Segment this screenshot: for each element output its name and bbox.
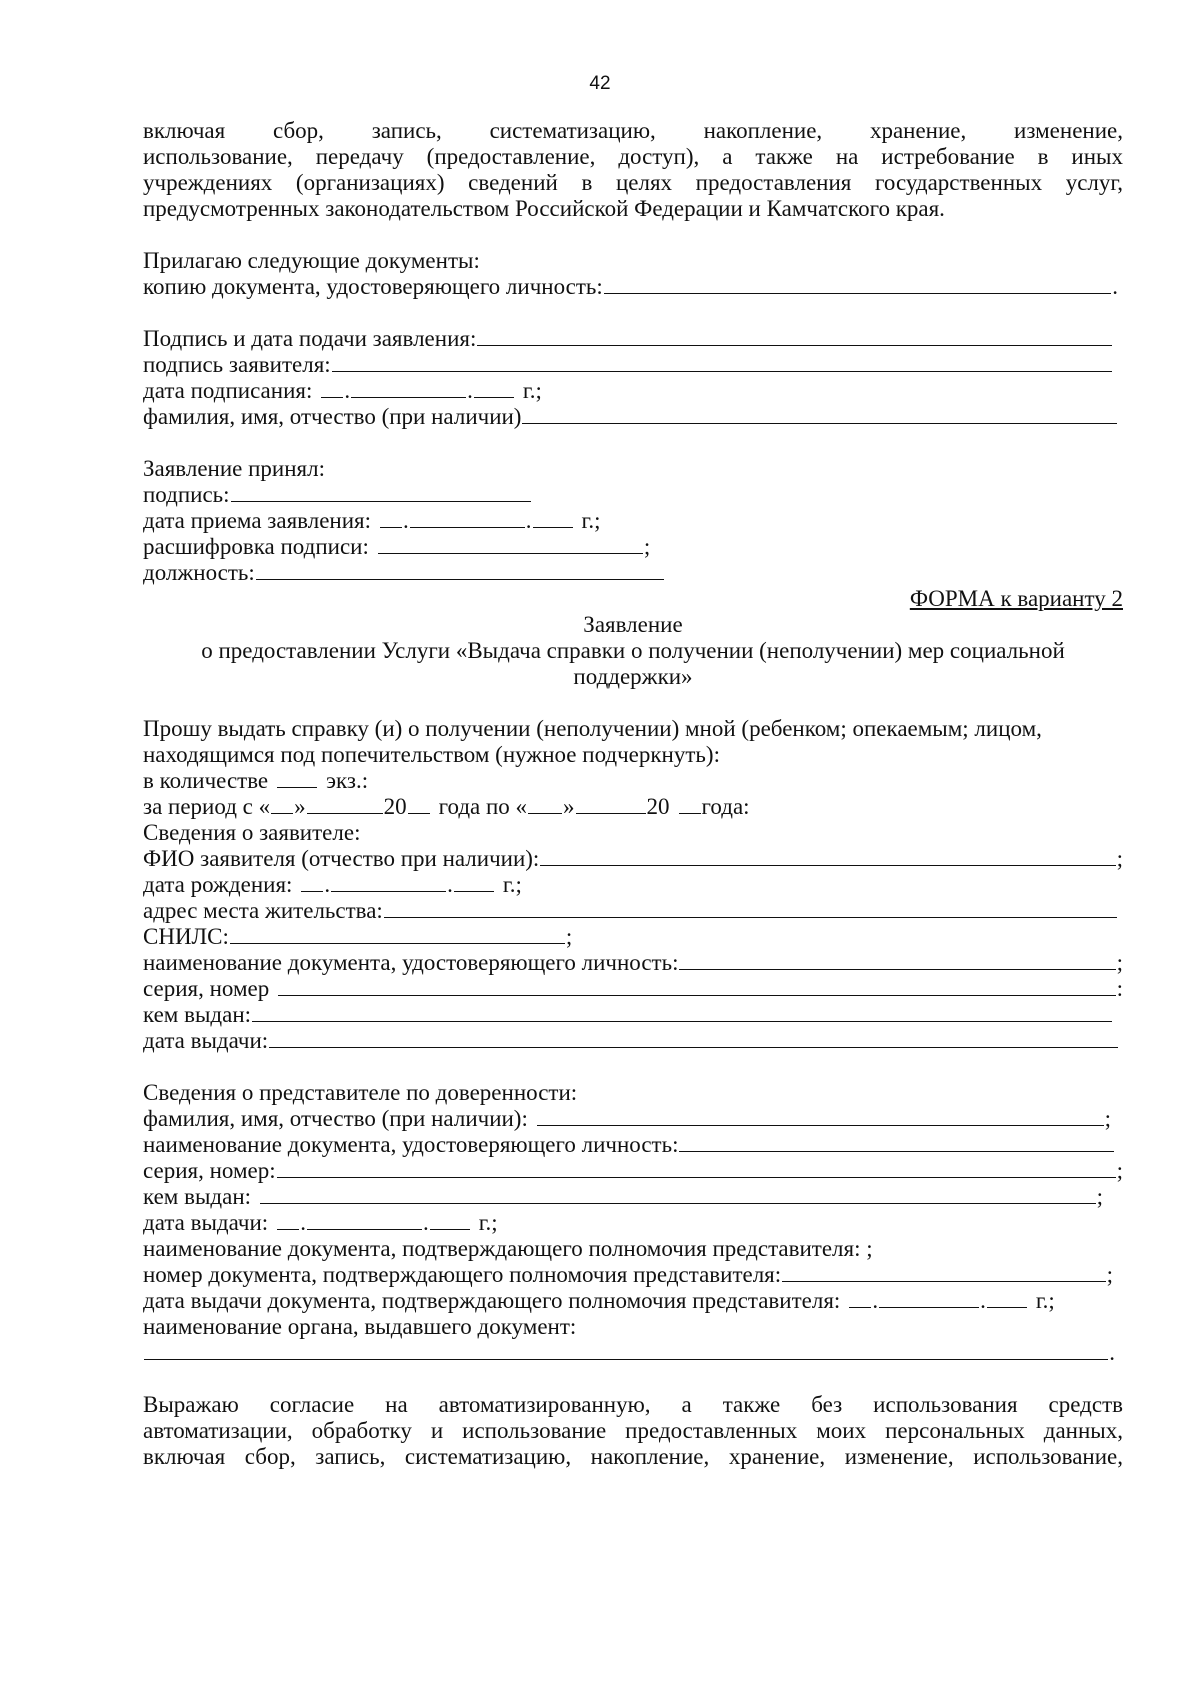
applicant-series: серия, номер : — [143, 976, 1123, 1001]
power-month-field[interactable] — [879, 1288, 979, 1308]
signer-fio: фамилия, имя, отчество (при наличии) — [143, 404, 1118, 430]
attach-id-copy: копию документа, удостоверяющего личность: . — [143, 274, 1118, 299]
intro-line: включая сбор, запись, систематизацию, накопление, хранение, изменение, — [143, 118, 1123, 143]
birth-date: дата рождения: . . г.; — [143, 872, 522, 897]
birth-day-field[interactable] — [301, 872, 323, 892]
accepted-year-field[interactable] — [533, 508, 573, 528]
rep-year-field[interactable] — [430, 1210, 470, 1230]
year-field[interactable] — [474, 378, 514, 398]
rep-power-doc: наименование документа, подтверждающего полномочия представителя: ; — [143, 1236, 873, 1261]
applicant-signature-field[interactable] — [332, 352, 1112, 372]
snils-field[interactable] — [230, 924, 565, 944]
rep-organ-line: . — [143, 1340, 1115, 1366]
rep-series: серия, номер: ; — [143, 1158, 1123, 1183]
applicant-fio: ФИО заявителя (отчество при наличии): ; — [143, 846, 1123, 871]
power-num-field[interactable] — [782, 1262, 1105, 1282]
intro-line: использование, передачу (предоставление, доступ), а также на истребование в иных — [143, 144, 1123, 169]
rep-power-date: дата выдачи документа, подтверждающего полномочия представителя: . . г.; — [143, 1288, 1055, 1313]
applicant-issued-by-field[interactable] — [252, 1002, 1112, 1022]
request-line: Прошу выдать справку (и) о получении (неполучении) мной (ребенком; опекаемым; лицом, — [143, 716, 1042, 741]
rep-fio-field[interactable] — [537, 1106, 1104, 1126]
accepted-signature: подпись: — [143, 482, 1123, 508]
copies-count: в количестве экз.: — [143, 768, 369, 793]
period-year-to[interactable] — [679, 794, 701, 814]
applicant-issued-by: кем выдан: — [143, 1002, 1113, 1028]
period-day-from[interactable] — [271, 794, 293, 814]
applicant-issue-date: дата выдачи: — [143, 1028, 1119, 1054]
form-subtitle: о предоставлении Услуги «Выдача справки о получении (неполучении) мер социальной — [201, 638, 1065, 663]
consent-line: автоматизации, обработку и использование предоставленных моих персональных данных, — [143, 1418, 1123, 1443]
attach-heading: Прилагаю следующие документы: — [143, 248, 480, 273]
applicant-doc-name: наименование документа, удостоверяющего личность: ; — [143, 950, 1123, 975]
request-line: находящимся под попечительством (нужное подчеркнуть): — [143, 742, 720, 767]
period-year-from[interactable] — [408, 794, 430, 814]
rep-doc-name: наименование документа, удостоверяющего личность: — [143, 1132, 1115, 1158]
accepted-heading: Заявление принял: — [143, 456, 326, 481]
signature-heading: Подпись и дата подачи заявления: — [143, 326, 1113, 352]
applicant-heading: Сведения о заявителе: — [143, 820, 361, 845]
signature-decode: расшифровка подписи: ; — [143, 534, 651, 559]
rep-issued-by: кем выдан: ; — [143, 1184, 1103, 1209]
day-field[interactable] — [321, 378, 343, 398]
accepted-date: дата приема заявления: . . г.; — [143, 508, 601, 533]
rep-series-field[interactable] — [277, 1158, 1116, 1178]
power-day-field[interactable] — [849, 1288, 871, 1308]
id-copy-field[interactable] — [604, 274, 1111, 294]
power-year-field[interactable] — [987, 1288, 1027, 1308]
applicant-series-field[interactable] — [278, 976, 1115, 996]
submission-field[interactable] — [477, 326, 1112, 346]
rep-doc-field[interactable] — [679, 1132, 1114, 1152]
accepted-signature-field[interactable] — [231, 482, 531, 502]
consent-line: включая сбор, запись, систематизацию, накопление, хранение, изменение, использование, — [143, 1444, 1123, 1469]
accepted-month-field[interactable] — [410, 508, 525, 528]
rep-day-field[interactable] — [277, 1210, 299, 1230]
representative-heading: Сведения о представителе по доверенности: — [143, 1080, 578, 1105]
form-variant-label: ФОРМА к варианту 2 — [909, 586, 1123, 611]
position: должность: — [143, 560, 1123, 586]
period-month-from[interactable] — [307, 794, 383, 814]
intro-line: учреждениях (организациях) сведений в целях предоставления государственных услуг, — [143, 170, 1123, 195]
page-number: 42 — [589, 73, 611, 94]
copies-field[interactable] — [277, 768, 317, 788]
consent-line: Выражаю согласие на автоматизированную, а также без использования средств — [143, 1392, 1123, 1417]
signing-date: дата подписания: . . г.; — [143, 378, 542, 403]
residence-address: адрес места жительства: — [143, 898, 1118, 924]
signer-fio-field[interactable] — [522, 404, 1117, 424]
period-day-to[interactable] — [528, 794, 562, 814]
applicant-fio-field[interactable] — [540, 846, 1115, 866]
rep-issued-by-field[interactable] — [260, 1184, 1096, 1204]
applicant-issue-date-field[interactable] — [269, 1028, 1118, 1048]
rep-month-field[interactable] — [307, 1210, 422, 1230]
period-month-to[interactable] — [576, 794, 646, 814]
rep-organ: наименование органа, выдавшего документ: — [143, 1314, 577, 1339]
applicant-signature: подпись заявителя: — [143, 352, 1113, 378]
address-field[interactable] — [384, 898, 1117, 918]
rep-fio: фамилия, имя, отчество (при наличии): ; — [143, 1106, 1111, 1131]
form-subtitle: поддержки» — [573, 664, 693, 689]
form-title: Заявление — [583, 612, 683, 637]
rep-power-num: номер документа, подтверждающего полномочия представителя: ; — [143, 1262, 1113, 1287]
position-field[interactable] — [256, 560, 664, 580]
applicant-doc-field[interactable] — [679, 950, 1115, 970]
month-field[interactable] — [351, 378, 466, 398]
birth-year-field[interactable] — [454, 872, 494, 892]
organ-field[interactable] — [144, 1340, 1108, 1360]
page-content — [143, 118, 1123, 1470]
birth-month-field[interactable] — [331, 872, 446, 892]
signature-decode-field[interactable] — [378, 534, 643, 554]
period-line: за период с « » 20 года по « » 20 года: — [143, 794, 750, 819]
rep-issue-date: дата выдачи: . . г.; — [143, 1210, 498, 1235]
intro-line: предусмотренных законодательством Российской Федерации и Камчатского края. — [143, 196, 945, 221]
snils: СНИЛС: ; — [143, 924, 573, 949]
accepted-day-field[interactable] — [380, 508, 402, 528]
